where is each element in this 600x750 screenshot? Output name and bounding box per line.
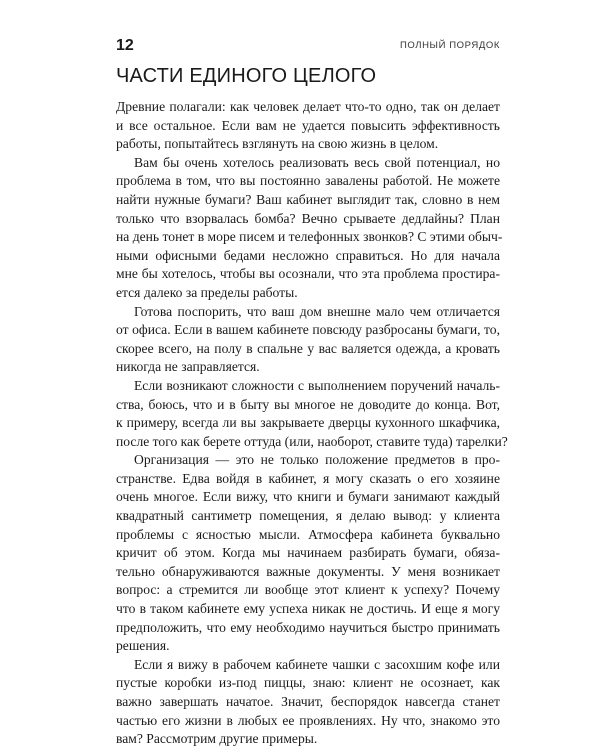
paragraph <box>116 377 508 451</box>
text-line: частью его жизни в любых ее проявлениях. Ну что, знакомо это <box>116 712 500 728</box>
text-line: квадратный сантиметр помещения, я делаю вывод: у клиента <box>116 508 500 524</box>
text-line: Древние полагали: как человек делает что-то одно, так он делает <box>116 99 500 114</box>
text-line: ства, боюсь, что и в быту вы многое не доводите до конца. Вот, <box>116 396 500 412</box>
text-line: пустые коробки из-под пиццы, знаю: клиент не осознает, как <box>116 675 500 691</box>
text-line: проблемы с ясностью мысли. Атмосфера кабинета буквально <box>116 526 500 542</box>
paragraph <box>116 656 500 749</box>
text-line: решения. <box>116 638 170 654</box>
text-line: мне бы хотелось, чтобы вы осознали, что эта проблема простира- <box>116 266 500 282</box>
paragraph <box>116 451 500 656</box>
paragraph <box>116 303 500 377</box>
text-line: от офиса. Если в вашем кабинете повсюду разбросаны бумаги, то, <box>116 322 500 338</box>
text-line: ется далеко за пределы работы. <box>116 284 298 300</box>
text-line: на день тонет в море писем и телефонных звонков? С этими обыч- <box>116 229 503 245</box>
text-line: Если возникают сложности с выполнением поручений началь- <box>134 377 500 393</box>
text-line: никогда не заправляется. <box>116 359 260 375</box>
page-header <box>116 36 500 60</box>
text-line: странстве. Едва войдя в кабинет, я могу сказать о его хозяине <box>116 470 500 486</box>
text-line: Организация — это не только положение предметов в про- <box>134 452 500 468</box>
paragraph <box>116 98 500 154</box>
text-line: только что взорвалась бомба? Вечно срываете дедлайны? План <box>116 210 500 226</box>
text-line: после того как берете оттуда (или, наоборот, ставите туда) тарелки? <box>116 433 508 449</box>
text-line: скорее всего, на полу в спальне у вас валяется одежда, а кровать <box>116 340 500 356</box>
text-line: тельно обнаруживаются важные документы. У меня возникает <box>116 563 500 579</box>
text-line: важно завершать начатое. Значит, беспорядок навсегда станет <box>116 694 500 709</box>
text-line: к примеру, всегда ли вы закрываете дверцы кухонного шкафчика, <box>116 415 500 431</box>
chapter-title: ЧАСТИ ЕДИНОГО ЦЕЛОГО <box>116 65 377 87</box>
text-line: Если я вижу в рабочем кабинете чашки с засохшим кофе или <box>134 656 500 672</box>
text-line: предположить, что ему необходимо научиться быстро принимать <box>116 619 500 635</box>
page-number: 12 <box>116 37 134 54</box>
body-text <box>116 98 508 749</box>
running-title: ПОЛНЫЙ ПОРЯДОК <box>399 40 500 51</box>
text-line: Готова поспорить, что ваш дом внешне мало чем отличается <box>134 303 500 319</box>
text-line: вам? Рассмотрим другие примеры. <box>116 731 318 747</box>
text-line: проблема в том, что вы постоянно завалены работой. Не можете <box>116 173 500 189</box>
text-line: Вам бы очень хотелось реализовать весь свой потенциал, но <box>134 154 500 170</box>
text-line: работы, попытайтесь взглянуть на свою жизнь в целом. <box>116 136 439 152</box>
text-line: кричит об этом. Когда мы начинаем разбирать бумаги, обяза- <box>116 545 500 561</box>
text-line: вопрос: а стремится ли вообще этот клиент к успеху? Почему <box>116 582 500 598</box>
text-line: очень многое. Если вижу, что книги и бумаги занимают каждый <box>116 489 500 505</box>
text-line: и все остальное. Если вам не удается повысить эффективность <box>116 117 500 133</box>
text-line: ными офисными бедами несложно справиться. Но для начала <box>116 247 500 263</box>
paragraph <box>116 154 503 303</box>
text-line: найти нужные бумаги? Ваш кабинет выглядит так, словно в нем <box>116 191 500 207</box>
text-line: что в таком кабинете ему успеха никак не достичь. И еще я могу <box>116 601 500 617</box>
